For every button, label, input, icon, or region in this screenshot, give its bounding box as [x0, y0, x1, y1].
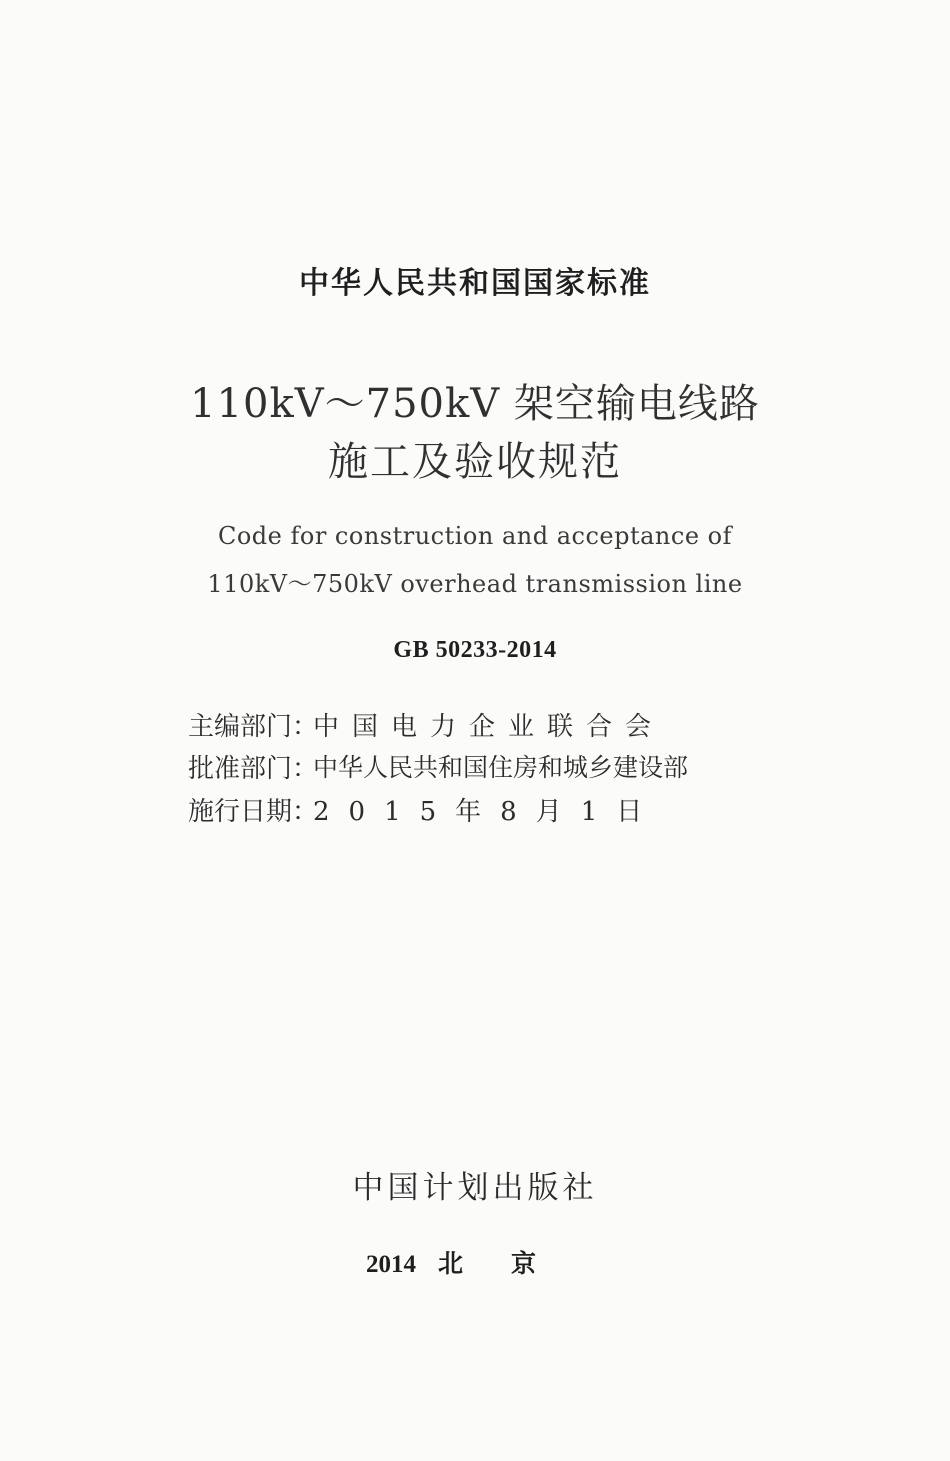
publisher-name: 中国计划出版社 — [352, 1170, 598, 1206]
publication-year: 2014 — [365, 1251, 416, 1278]
effective-date-row — [188, 791, 733, 831]
standard-code: GB 50233-2014 — [393, 637, 557, 663]
effective-date-label: 施行日期： — [188, 797, 319, 827]
editor-department-label: 主编部门： — [188, 712, 319, 742]
publication-year-and-city — [0, 1244, 950, 1280]
effective-date-value: 2015年8月1日 — [313, 797, 662, 827]
english-title-line-1: Code for construction and acceptance of — [217, 522, 732, 550]
chinese-title-line-1: 110kV～750kV 架空输电线路 — [190, 381, 760, 427]
chinese-title-line-2: 施工及验收规范 — [328, 439, 622, 485]
publication-city: 北京 — [437, 1251, 584, 1278]
approval-department-label: 批准部门： — [188, 754, 319, 784]
english-title-line-2: 110kV～750kV overhead transmission line — [207, 570, 743, 598]
editor-department-row — [188, 706, 733, 746]
approval-department-row — [188, 748, 733, 788]
approval-department-value: 中华人民共和国住房和城乡建设部 — [313, 753, 689, 782]
editor-department-value: 中国电力企业联合会 — [313, 712, 665, 742]
national-standard-heading: 中华人民共和国国家标准 — [299, 266, 651, 301]
